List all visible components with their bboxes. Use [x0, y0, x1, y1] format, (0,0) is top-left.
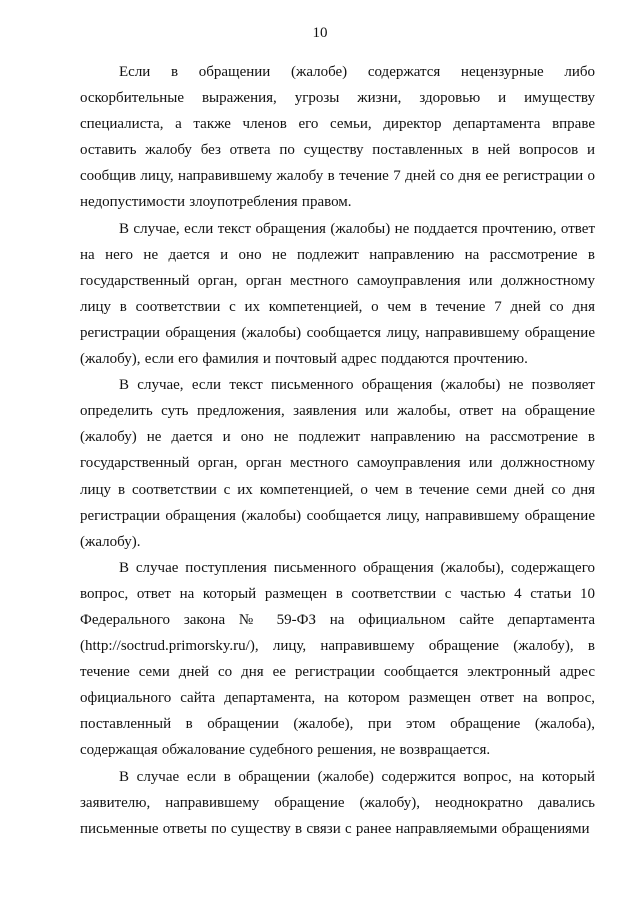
paragraph-repeated-question: В случае если в обращении (жалобе) содержится вопрос, на который заявителю, направившему обращение (жалобу), неоднократно давались письменные ответы по существу в связи с ранее направляемыми обращениями [80, 768, 595, 837]
page-number: 10 [312, 25, 328, 41]
document-body [80, 59, 595, 842]
paragraph-answer-published-online: В случае поступления письменного обращения (жалобы), содержащего вопрос, ответ на который размещен в соответствии с частью 4 статьи 10 Федерального закона № 59-ФЗ на официальном сайте департамента (http://soctrud.primorsky.ru/), лицу, направившему обращение (жалобу), в течение семи дней со дня ее регистрации сообщается электронный адрес официального сайта департамента, на котором размещен ответ на вопрос, поставленный в обращении (жалобе), при этом обращение (жалоба), содержащая обжалование судебного решения, не возвращается. [80, 559, 595, 759]
paragraph-unreadable-text: В случае, если текст обращения (жалобы) не поддается прочтению, ответ на него не дается и оно не подлежит направлению на рассмотрение в государственный орган, орган местного самоуправления или должностному лицу в соответствии с их компетенцией, о чем в течение 7 дней со дня регистрации обращения (жалобы) сообщается лицу, направившему обращение (жалобу), если его фамилия и почтовый адрес поддаются прочтению. [80, 220, 595, 368]
paragraph-undefined-essence: В случае, если текст письменного обращения (жалобы) не позволяет определить суть предложения, заявления или жалобы, ответ на обращение (жалобу) не дается и оно не подлежит направлению на рассмотрение в государственный орган, орган местного самоуправления или должностному лицу в соответствии с их компетенцией, о чем в течение семи дней со дня регистрации обращения (жалобы) сообщается лицу, направившему обращение (жалобу). [80, 377, 595, 550]
paragraph-obscene-complaint: Если в обращении (жалобе) содержатся нецензурные либо оскорбительные выражения, угрозы жизни, здоровью и имуществу специалиста, а также членов его семьи, директор департамента вправе оставить жалобу без ответа по существу поставленных в ней вопросов и сообщив лицу, направившему жалобу в течение 7 дней со дня ее регистрации о недопустимости злоупотребления правом. [80, 64, 595, 211]
